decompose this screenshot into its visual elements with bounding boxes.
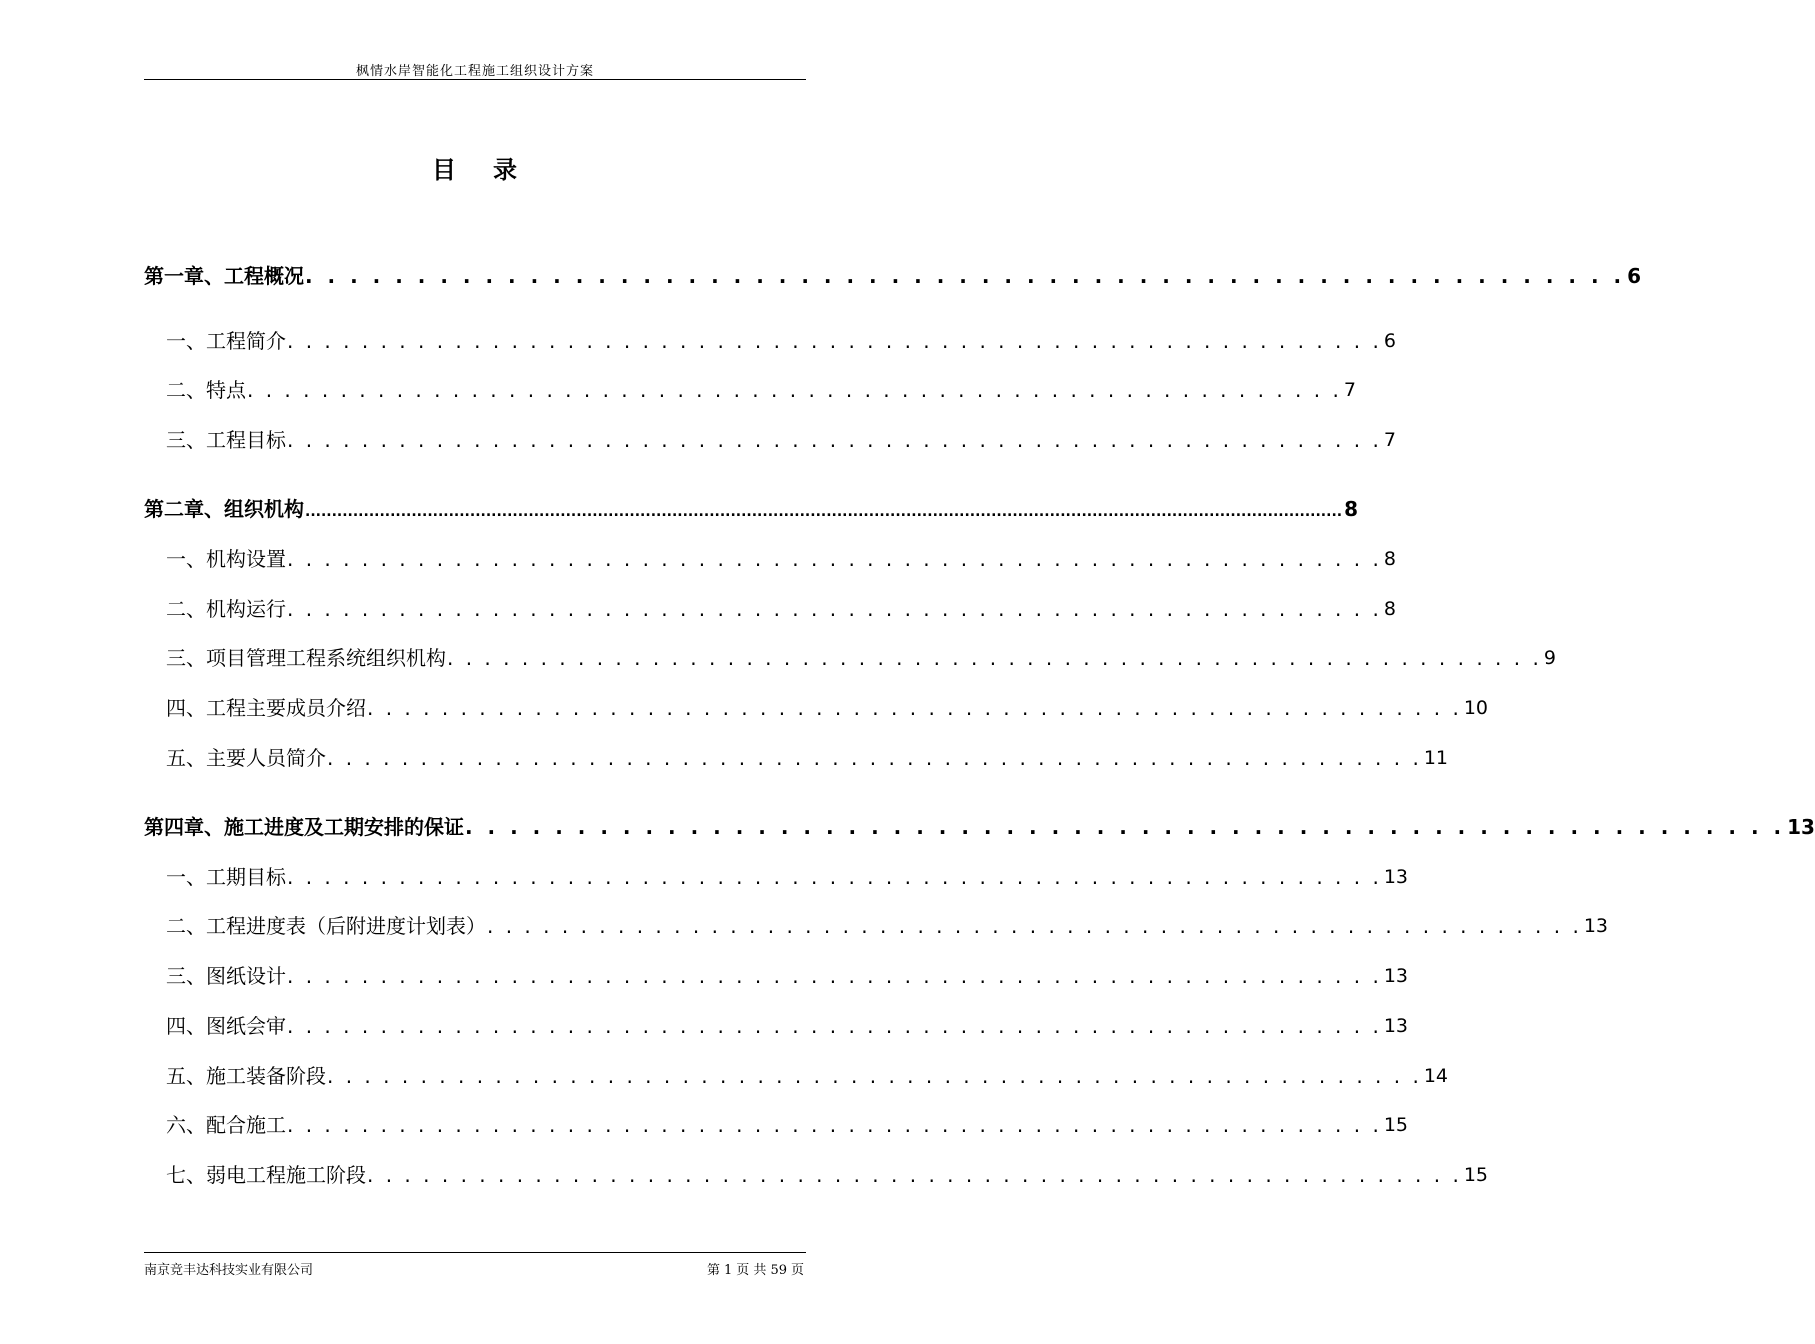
dot-leader: . . . . . . . . . . . . . . . . . . . . . . . . . . . . . . . . . . . . . . . . . . . . . . . . . . . . . . . . . . . <box>287 964 1382 988</box>
toc-entry-chapter[interactable] <box>144 497 1359 521</box>
toc-entry-page: 15 <box>1383 1114 1409 1136</box>
dot-leader: . . . . . . . . . . . . . . . . . . . . . . . . . . . . . . . . . . . . . . . . . . . . . . . . . . . . . . . . . . . <box>287 597 1382 621</box>
toc-entry-section[interactable] <box>144 1014 1409 1038</box>
toc-entry-page: 13 <box>1383 866 1409 888</box>
page-total: 59 <box>770 1263 787 1278</box>
toc-entry-section[interactable] <box>144 964 1409 988</box>
dot-leader: . . . . . . . . . . . . . . . . . . . . . . . . . . . . . . . . . . . . . . . . . . . . . . . . . . . . . . . . . . . <box>367 696 1462 720</box>
dot-leader: . . . . . . . . . . . . . . . . . . . . . . . . . . . . . . . . . . . . . . . . . . . . . . . . . . . . . . . . . . . <box>287 1014 1382 1038</box>
dot-leader: . . . . . . . . . . . . . . . . . . . . . . . . . . . . . . . . . . . . . . . . . . . . . . . . . . . . . . . . . . . <box>247 378 1342 402</box>
toc-entry-label: 三、图纸设计 <box>166 964 286 988</box>
toc-entry-section[interactable] <box>144 865 1409 889</box>
toc-entry-page: 11 <box>1423 747 1449 769</box>
toc-entry-section[interactable] <box>144 1064 1449 1088</box>
toc-entry-page: 6 <box>1627 264 1642 288</box>
toc-heading-part2: 录 <box>493 156 518 184</box>
toc-entry-section[interactable] <box>144 428 1396 452</box>
header-divider <box>144 79 806 80</box>
toc-entry-page: 10 <box>1463 697 1489 719</box>
page-mid: 页 共 <box>736 1263 767 1278</box>
toc-entry-chapter[interactable] <box>144 264 1642 288</box>
toc-entry-page: 7 <box>1383 429 1396 451</box>
dot-leader: . . . . . . . . . . . . . . . . . . . . . . . . . . . . . . . . . . . . . . . . . . . . . . . . . . . . . . . . . . . <box>287 1113 1382 1137</box>
toc-entry-page: 8 <box>1383 598 1396 620</box>
dot-leader: . . . . . . . . . . . . . . . . . . . . . . . . . . . . . . . . . . . . . . . . . . . . . . . . . . . . . . . . . . . <box>487 914 1582 938</box>
footer-page-counter <box>705 1259 806 1278</box>
toc-entry-page: 13 <box>1583 915 1609 937</box>
dot-leader: . . . . . . . . . . . . . . . . . . . . . . . . . . . . . . . . . . . . . . . . . . . . . . . . . . . . . . . . . . . <box>305 264 1626 288</box>
toc-entry-chapter[interactable] <box>144 815 1815 839</box>
page-suffix: 页 <box>790 1263 804 1278</box>
toc-entry-section[interactable] <box>144 597 1396 621</box>
toc-entry-section[interactable] <box>144 378 1356 402</box>
dot-leader: . . . . . . . . . . . . . . . . . . . . . . . . . . . . . . . . . . . . . . . . . . . . . . . . . . . . . . . . . . . <box>287 865 1382 889</box>
toc-entry-page: 9 <box>1543 647 1556 669</box>
toc-entry-section[interactable] <box>144 329 1396 353</box>
toc-entry-label: 四、工程主要成员介绍 <box>166 696 366 720</box>
dot-leader: . . . . . . . . . . . . . . . . . . . . . . . . . . . . . . . . . . . . . . . . . . . . . . . . . . . . . . . . . . . <box>327 746 1422 770</box>
toc-entry-label: 五、主要人员简介 <box>166 746 326 770</box>
dot-leader: ................................................................................................................................................................................................... <box>305 504 1343 520</box>
toc-entry-label: 二、特点 <box>166 378 246 402</box>
toc-entry-page: 7 <box>1343 379 1356 401</box>
toc-entry-page: 8 <box>1383 548 1396 570</box>
toc-entry-section[interactable] <box>144 746 1449 770</box>
toc-entry-page: 13 <box>1383 965 1409 987</box>
toc-entry-label: 第二章、组织机构 <box>144 497 304 521</box>
toc-entry-page: 13 <box>1383 1015 1409 1037</box>
toc-entry-section[interactable] <box>144 1163 1489 1187</box>
toc-entry-page: 8 <box>1344 497 1359 521</box>
toc-entry-label: 四、图纸会审 <box>166 1014 286 1038</box>
toc-entry-section[interactable] <box>144 646 1556 670</box>
toc-entry-page: 15 <box>1463 1164 1489 1186</box>
toc-entry-section[interactable] <box>144 914 1609 938</box>
toc-entry-label: 六、配合施工 <box>166 1113 286 1137</box>
toc-entry-label: 五、施工装备阶段 <box>166 1064 326 1088</box>
toc-entry-section[interactable] <box>144 1113 1409 1137</box>
toc-heading <box>0 150 950 185</box>
dot-leader: . . . . . . . . . . . . . . . . . . . . . . . . . . . . . . . . . . . . . . . . . . . . . . . . . . . . . . . . . . . <box>287 547 1382 571</box>
dot-leader: . . . . . . . . . . . . . . . . . . . . . . . . . . . . . . . . . . . . . . . . . . . . . . . . . . . . . . . . . . . <box>465 815 1786 839</box>
toc-entry-label: 七、弱电工程施工阶段 <box>166 1163 366 1187</box>
toc-entry-page: 13 <box>1787 815 1815 839</box>
dot-leader: . . . . . . . . . . . . . . . . . . . . . . . . . . . . . . . . . . . . . . . . . . . . . . . . . . . . . . . . . . . <box>287 428 1382 452</box>
toc-heading-part1: 目 <box>432 156 457 184</box>
running-header-title: 枫情水岸智能化工程施工组织设计方案 <box>355 64 594 79</box>
toc-entry-section[interactable] <box>144 547 1396 571</box>
toc-entry-label: 三、项目管理工程系统组织机构 <box>166 646 446 670</box>
toc-entry-label: 一、工程简介 <box>166 329 286 353</box>
dot-leader: . . . . . . . . . . . . . . . . . . . . . . . . . . . . . . . . . . . . . . . . . . . . . . . . . . . . . . . . . . . <box>287 329 1382 353</box>
page-prefix: 第 <box>707 1263 721 1278</box>
toc-entry-label: 一、工期目标 <box>166 865 286 889</box>
toc-entry-section[interactable] <box>144 696 1489 720</box>
toc-entry-label: 第一章、工程概况 <box>144 264 304 288</box>
toc-entry-label: 二、机构运行 <box>166 597 286 621</box>
footer-company-name: 南京竞丰达科技实业有限公司 <box>144 1263 314 1278</box>
dot-leader: . . . . . . . . . . . . . . . . . . . . . . . . . . . . . . . . . . . . . . . . . . . . . . . . . . . . . . . . . . . <box>367 1163 1462 1187</box>
toc-entry-label: 三、工程目标 <box>166 428 286 452</box>
toc-entry-label: 一、机构设置 <box>166 547 286 571</box>
footer-divider <box>144 1252 806 1253</box>
toc-entry-label: 第四章、施工进度及工期安排的保证 <box>144 815 464 839</box>
toc-entry-page: 14 <box>1423 1065 1449 1087</box>
toc-entry-label: 二、工程进度表（后附进度计划表） <box>166 914 486 938</box>
dot-leader: . . . . . . . . . . . . . . . . . . . . . . . . . . . . . . . . . . . . . . . . . . . . . . . . . . . . . . . . . . . <box>447 646 1542 670</box>
dot-leader: . . . . . . . . . . . . . . . . . . . . . . . . . . . . . . . . . . . . . . . . . . . . . . . . . . . . . . . . . . . <box>327 1064 1422 1088</box>
toc-entry-page: 6 <box>1383 330 1396 352</box>
page-current: 1 <box>724 1263 733 1278</box>
